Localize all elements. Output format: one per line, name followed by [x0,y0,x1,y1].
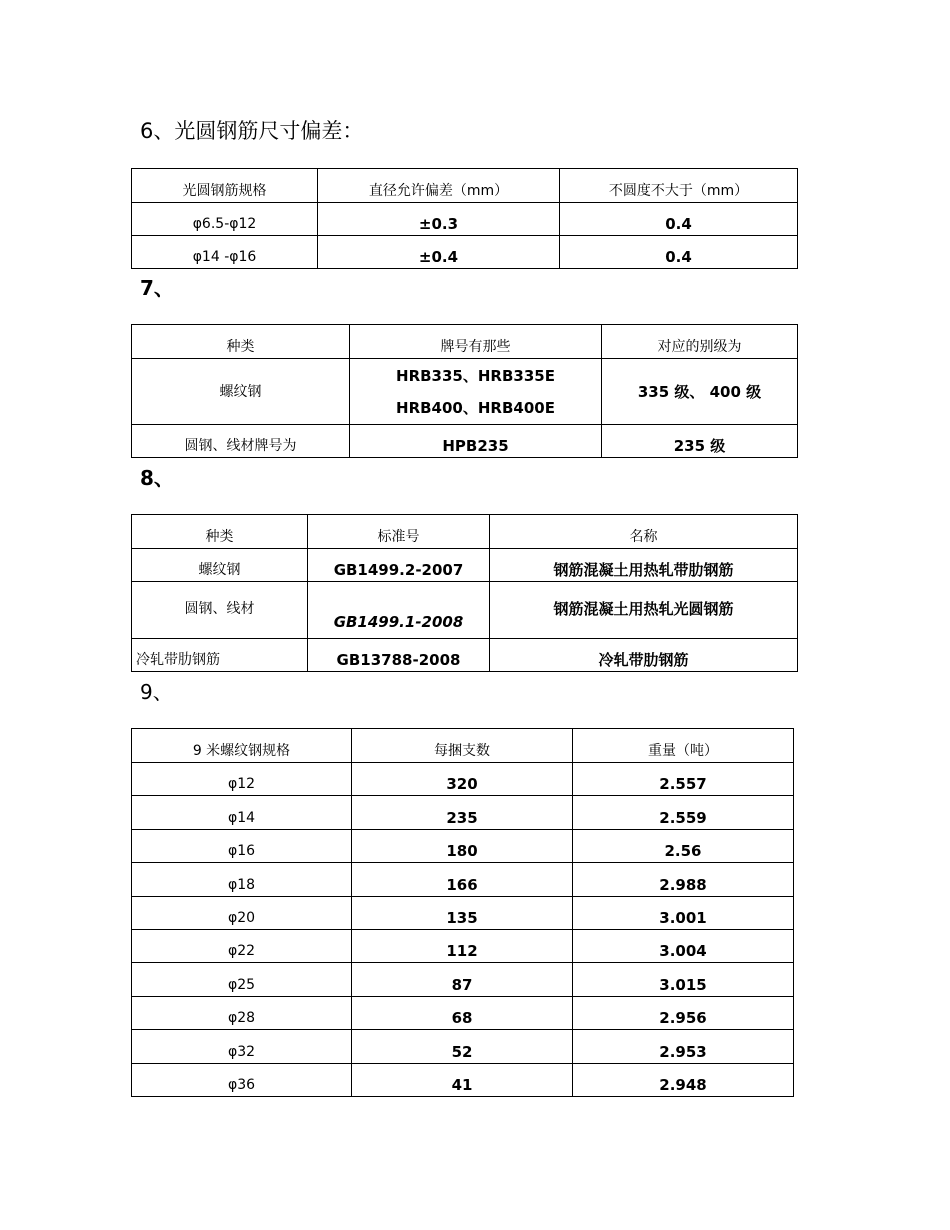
weight-cell: 3.004 [573,929,794,962]
table-header-row [132,325,798,359]
spec-cell: φ22 [132,929,352,962]
ovality-cell: 0.4 [560,236,798,269]
level-cell: 235 级 [602,425,798,458]
weight-cell: 2.559 [573,796,794,829]
spec-cell: φ28 [132,996,352,1029]
table-row [132,582,798,639]
type-cell: 螺纹钢 [132,549,308,582]
grade-table [131,324,798,458]
table-row [132,929,794,962]
spec-cell: φ20 [132,896,352,929]
weight-cell: 2.557 [573,763,794,796]
table-row [132,359,798,425]
type-cell: 圆钢、线材牌号为 [132,425,350,458]
bundle-count-cell: 235 [352,796,573,829]
standard-cell: GB13788-2008 [308,639,490,672]
weight-cell: 2.988 [573,863,794,896]
spec-cell: φ14 -φ16 [132,236,318,269]
type-cell: 冷轧带肋钢筋 [132,639,308,672]
tolerance-cell: ±0.4 [318,236,560,269]
spec-cell: φ14 [132,796,352,829]
spec-cell: φ32 [132,1030,352,1063]
level-cell: 335 级、 400 级 [602,359,798,425]
table-row [132,236,798,269]
header-cell: 名称 [490,515,798,549]
spec-cell: φ12 [132,763,352,796]
tolerance-cell: ±0.3 [318,203,560,236]
table-row [132,963,794,996]
grade-line: HRB400、HRB400E [396,398,555,417]
table-row [132,763,794,796]
table-row [132,203,798,236]
spec-cell: φ6.5-φ12 [132,203,318,236]
table-row [132,996,794,1029]
round-bar-tolerance-table [131,168,798,269]
type-cell: 圆钢、线材 [132,582,308,639]
spec-cell: φ36 [132,1063,352,1096]
grades-cell [350,359,602,425]
table-row [132,829,794,862]
table-row [132,549,798,582]
table-row [132,1030,794,1063]
spec-cell: φ16 [132,829,352,862]
table-header-row [132,729,794,763]
name-cell: 钢筋混凝土用热轧光圆钢筋 [490,582,798,639]
table-header-row [132,515,798,549]
standard-cell: GB1499.1-2008 [308,582,490,639]
weight-cell: 2.956 [573,996,794,1029]
table-row [132,425,798,458]
header-cell: 种类 [132,325,350,359]
standard-table [131,514,798,672]
bundle-count-cell: 52 [352,1030,573,1063]
header-cell: 牌号有那些 [350,325,602,359]
table-row [132,796,794,829]
header-cell: 光圆钢筋规格 [132,169,318,203]
bundle-count-cell: 68 [352,996,573,1029]
weight-cell: 3.015 [573,963,794,996]
weight-cell: 2.948 [573,1063,794,1096]
bundle-count-cell: 112 [352,929,573,962]
header-cell: 标准号 [308,515,490,549]
bundle-count-cell: 180 [352,829,573,862]
weight-cell: 2.56 [573,829,794,862]
header-cell: 每捆支数 [352,729,573,763]
weight-cell: 2.953 [573,1030,794,1063]
bundle-count-cell: 320 [352,763,573,796]
name-cell: 钢筋混凝土用热轧带肋钢筋 [490,549,798,582]
header-cell: 直径允许偏差（mm） [318,169,560,203]
header-cell: 种类 [132,515,308,549]
header-cell: 对应的别级为 [602,325,798,359]
table-row [132,1063,794,1096]
type-cell: 螺纹钢 [132,359,350,425]
ovality-cell: 0.4 [560,203,798,236]
header-cell: 不圆度不大于（mm） [560,169,798,203]
spec-cell: φ25 [132,963,352,996]
spec-cell: φ18 [132,863,352,896]
section-9-heading: 9、 [140,680,173,704]
grades-cell: HPB235 [350,425,602,458]
bundle-count-cell: 135 [352,896,573,929]
rebar-bundle-body [132,729,794,1097]
table-header-row [132,169,798,203]
name-cell: 冷轧带肋钢筋 [490,639,798,672]
grade-line: HRB335、HRB335E [396,366,555,385]
weight-cell: 3.001 [573,896,794,929]
section-8-heading: 8、 [140,466,174,490]
table-row [132,896,794,929]
bundle-count-cell: 41 [352,1063,573,1096]
table-row [132,863,794,896]
bundle-count-cell: 87 [352,963,573,996]
section-7-heading: 7、 [140,276,174,300]
section-6-heading: 6、光圆钢筋尺寸偏差： [140,119,364,143]
rebar-bundle-table [131,728,794,1097]
header-cell: 9 米螺纹钢规格 [132,729,352,763]
header-cell: 重量（吨） [573,729,794,763]
bundle-count-cell: 166 [352,863,573,896]
standard-cell: GB1499.2-2007 [308,549,490,582]
table-row [132,639,798,672]
